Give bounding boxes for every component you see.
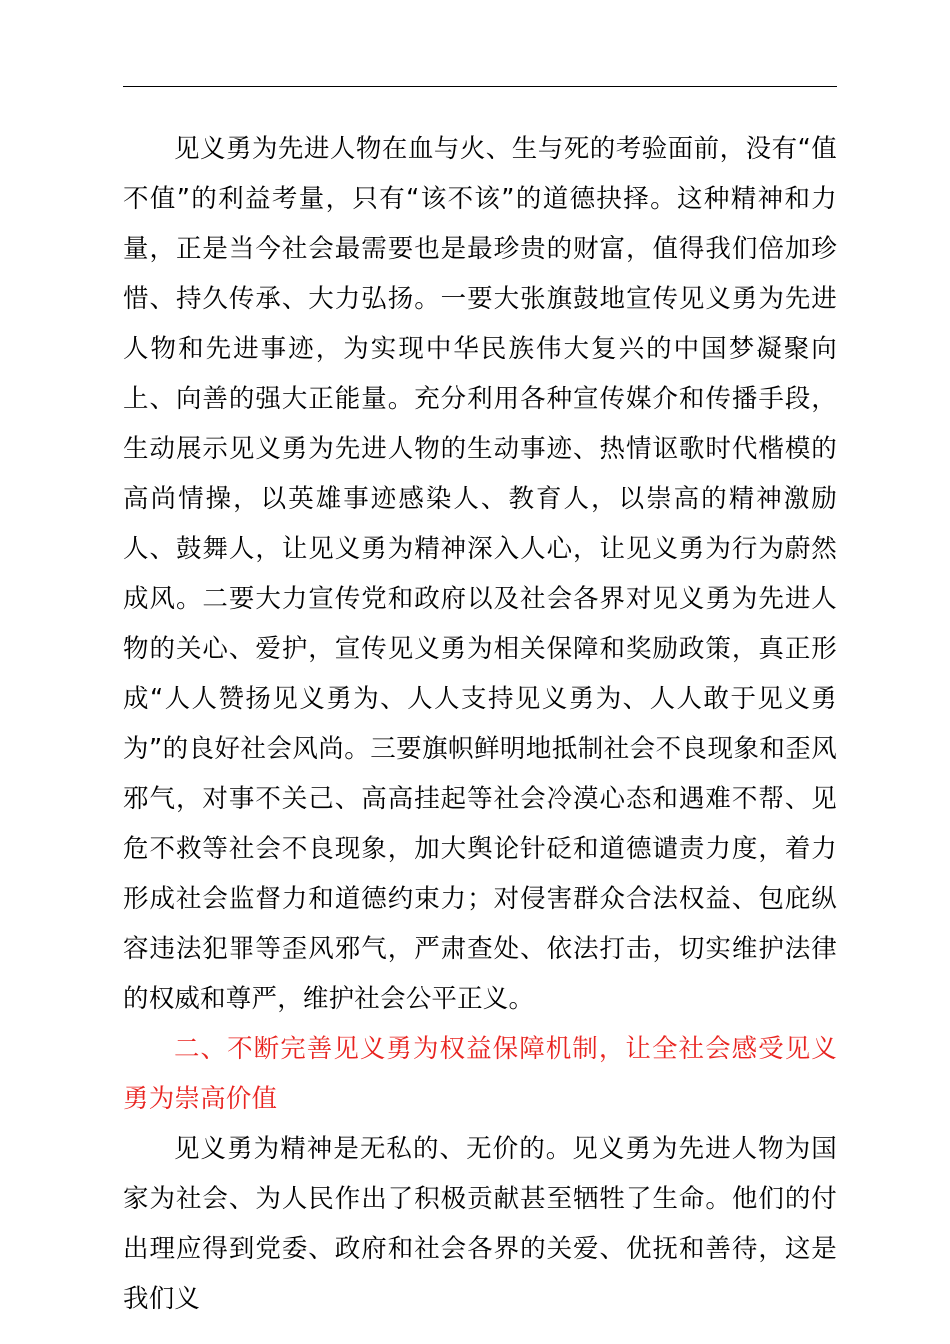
paragraph-1: 见义勇为先进人物在血与火、生与死的考验面前，没有“值不值”的利益考量，只有“该不该”的道德抉择。这种精神和力量，正是当今社会最需要也是最珍贵的财富，值得我们倍加珍惜、持久传承、大力弘扬。一要大张旗鼓地宣传见义勇为先进人物和先进事迹，为实现中华民族伟大复兴的中国梦凝聚向上、向善的强大正能量。充分利用各种宣传媒介和传播手段，生动展示见义勇为先进人物的生动事迹、热情讴歌时代楷模的高尚情操，以英雄事迹感染人、教育人，以崇高的精神激励人、鼓舞人，让见义勇为精神深入人心，让见义勇为行为蔚然成风。二要大力宣传党和政府以及社会各界对见义勇为先进人物的关心、爱护，宣传见义勇为相关保障和奖励政策，真正形成“人人赞扬见义勇为、人人支持见义勇为、人人敢于见义勇为”的良好社会风尚。三要旗帜鲜明地抵制社会不良现象和歪风邪气，对事不关己、高高挂起等社会冷漠心态和遇难不帮、见危不救等社会不良现象，加大舆论针砭和道德谴责力度，着力形成社会监督力和道德约束力；对侵害群众合法权益、包庇纵容违法犯罪等歪风邪气，严肃查处、依法打击，切实维护法律的权威和尊严，维护社会公平正义。 — [123, 134, 837, 1014]
document-body — [123, 124, 837, 1324]
header-divider — [123, 86, 837, 87]
paragraph-2: 见义勇为精神是无私的、无价的。见义勇为先进人物为国家为社会、为人民作出了积极贡献甚至牺牲了生命。他们的付出理应得到党委、政府和社会各界的关爱、优抚和善待，这是我们义 — [123, 1134, 837, 1314]
section-heading: 二、不断完善见义勇为权益保障机制，让全社会感受见义勇为崇高价值 — [123, 1034, 837, 1114]
